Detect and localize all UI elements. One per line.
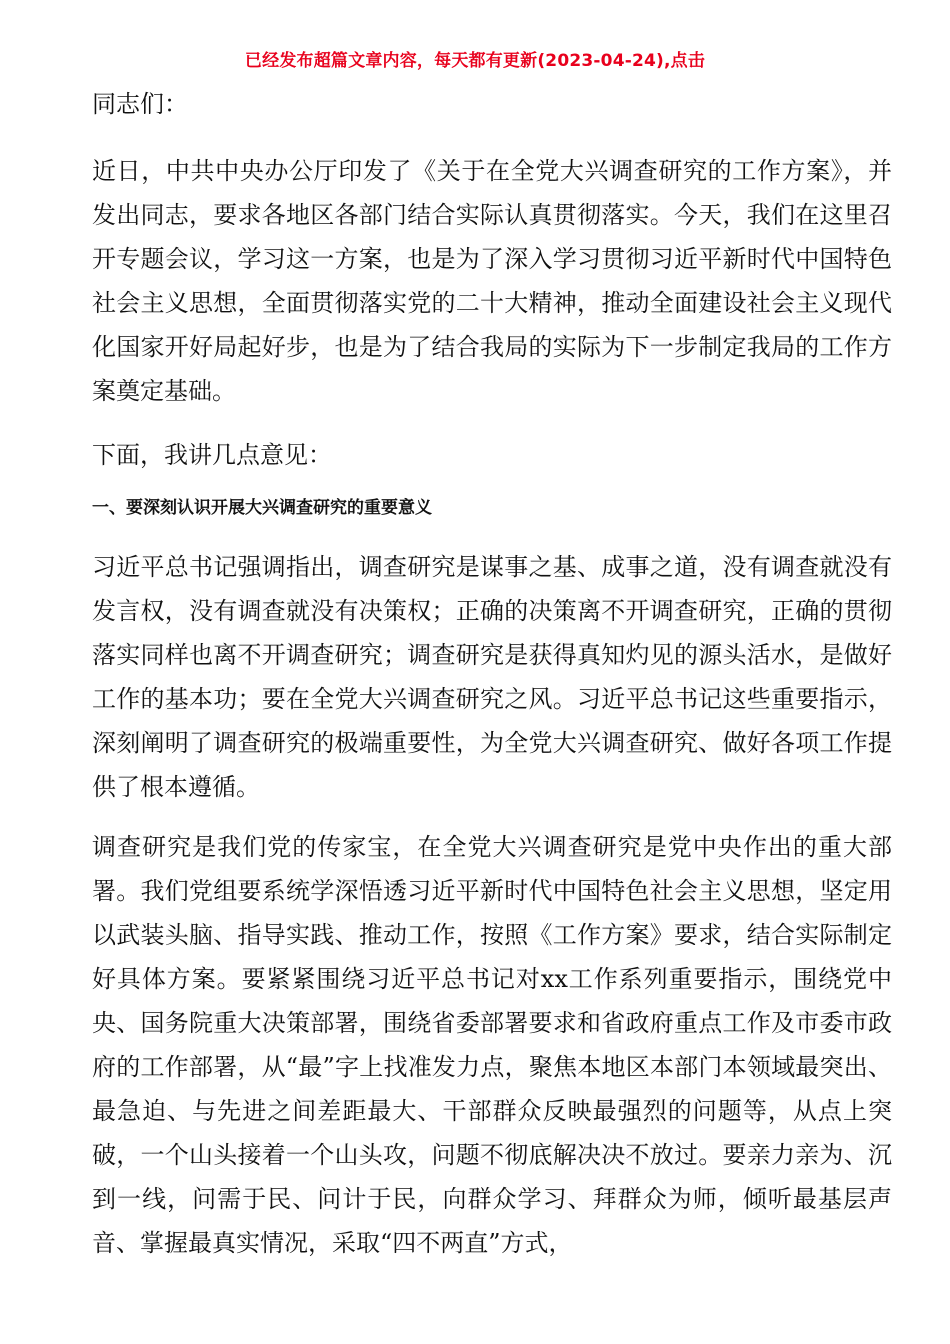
section-paragraph-1: 习近平总书记强调指出，调查研究是谋事之基、成事之道，没有调查就没有发言权，没有调查就没有决策权；正确的决策离不开调查研究，正确的贯彻落实同样也离不开调查研究；调查研究是获得真知灼见的源头活水，是做好工作的基本功；要在全党大兴调查研究之风。习近平总书记这些重要指示，深刻阐明了调查研究的极端重要性，为全党大兴调查研究、做好各项工作提供了根本遵循。: [92, 553, 892, 801]
document-body: [92, 84, 892, 1281]
intro-paragraph: 近日，中共中央办公厅印发了《关于在全党大兴调查研究的工作方案》，并发出同志，要求各地区各部门结合实际认真贯彻落实。今天，我们在这里召开专题会议，学习这一方案，也是为了深入学习贯彻习近平新时代中国特色社会主义思想，全面贯彻落实党的二十大精神，推动全面建设社会主义现代化国家开好局起好步，也是为了结合我局的实际为下一步制定我局的工作方案奠定基础。: [92, 157, 892, 405]
greeting: 同志们：: [92, 90, 188, 118]
promo-banner[interactable]: 已经发布超篇文章内容，每天都有更新(2023-04-24),点击: [244, 51, 706, 71]
section-paragraph-2: 调查研究是我们党的传家宝，在全党大兴调查研究是党中央作出的重大部署。我们党组要系统学深悟透习近平新时代中国特色社会主义思想，坚定用以武装头脑、指导实践、推动工作，按照《工作方案》要求，结合实际制定好具体方案。要紧紧围绕习近平总书记对xx工作系列重要指示，围绕党中央、国务院重大决策部署，围绕省委部署要求和省政府重点工作及市委市政府的工作部署，从“最”字上找准发力点，聚焦本地区本部门本领域最突出、最急迫、与先进之间差距最大、干部群众反映最强烈的问题等，从点上突破，一个山头接着一个山头攻，问题不彻底解决决不放过。要亲力亲为、沉到一线，问需于民、问计于民，向群众学习、拜群众为师，倾听最基层声音、掌握最真实情况，采取“四不两直”方式，: [92, 833, 892, 1257]
section-heading: 一、要深刻认识开展大兴调查研究的重要意义: [92, 498, 432, 518]
transition-paragraph: 下面，我讲几点意见：: [92, 441, 332, 469]
